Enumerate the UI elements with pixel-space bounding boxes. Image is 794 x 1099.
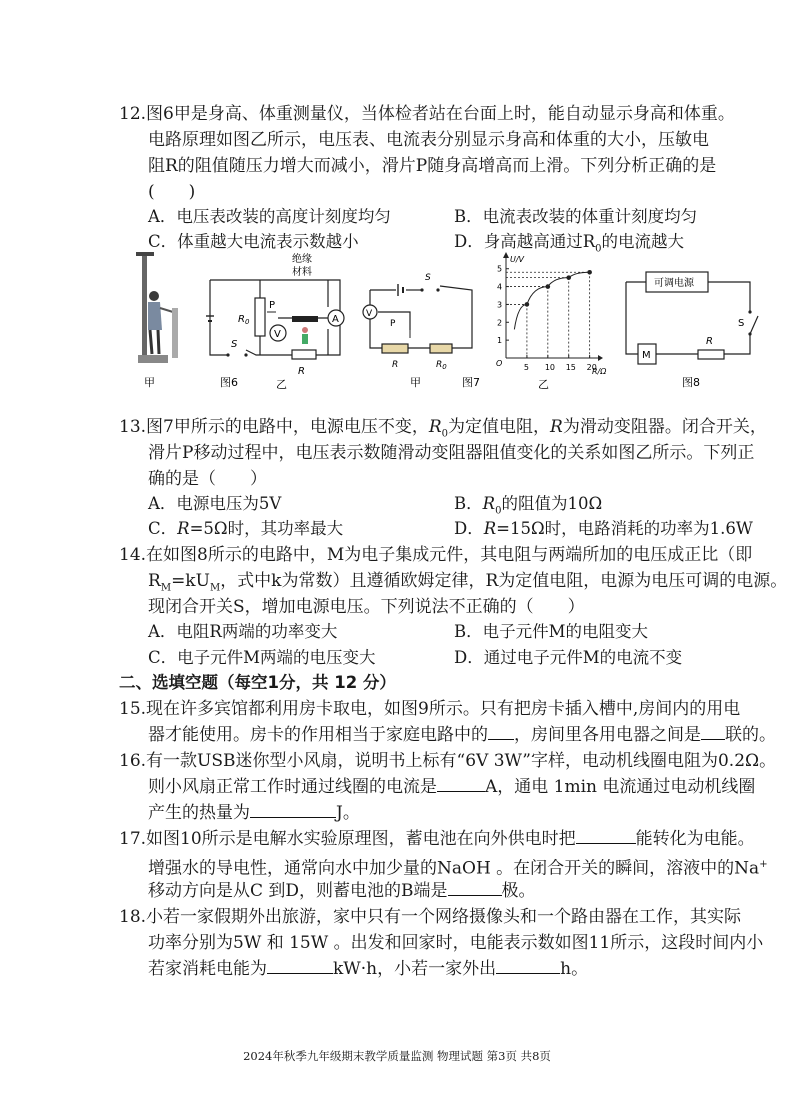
data-curve (514, 272, 589, 329)
data-point (566, 275, 571, 280)
fig7-p-label: P (390, 319, 396, 329)
q13-option-a: A．电源电压为5V (148, 494, 282, 513)
fig6-jia-label: 甲 (144, 376, 155, 389)
q17-line-2: 增强水的导电性，通常向水中加少量的NaOH 。在闭合开关的瞬间，溶液中的Na+ (148, 858, 768, 879)
figure-6 (128, 250, 360, 400)
y-tick-label: 3 (497, 300, 503, 310)
chart-origin-label: O (496, 359, 503, 368)
data-point (587, 270, 592, 275)
fig8-source-label: 可调电源 (654, 278, 694, 289)
data-point (546, 284, 551, 289)
fig8-switch-label: S (738, 318, 745, 329)
fig7-voltmeter-label: V (366, 309, 373, 319)
fig6-r-label: R (298, 366, 305, 377)
q14-line-2: $R_M=kU_M$，式中k为常数）且遵循欧姆定律，R为定值电阻，电源为电压可调的电源。 (148, 571, 788, 594)
q13-line-2: 滑片P移动过程中，电压表示数随滑动变阻器阻值变化的关系如图乙所示。下列正 (148, 443, 755, 463)
q12-line-2: 电路原理如图乙所示，电压表、电流表分别显示身高和体重的大小，压敏电 (148, 130, 709, 150)
q13-line-3: 确的是（ ） (148, 469, 267, 489)
q13-line-1: 13.图7甲所示的电路中，电源电压不变，$R_0$为定值电阻，R为滑动变阻器。闭合开关， (119, 417, 767, 440)
q16-line-1: 16.有一款USB迷你型小风扇，说明书上标有“6V 3W”字样，电动机线圈电阻为0.2Ω。 (119, 751, 777, 771)
q12-option-d: D．身高越高通过$R_0$的电流越大 (454, 232, 685, 255)
fig8-r-label: R (706, 336, 713, 347)
y-tick-label: 1 (497, 336, 503, 346)
q12-option-b: B．电流表改装的体重计刻度均匀 (454, 207, 698, 226)
q16-blank-2[interactable] (250, 800, 336, 818)
q14-line-1: 14.在如图8所示的电路中，M为电子集成元件，其电阻与两端所加的电压成正比（即 (119, 545, 753, 565)
q18-line-2: 功率分别为5W 和 15W 。出发和回家时，电能表示数如图11所示，这段时间内小 (148, 933, 764, 953)
q17-line-1: 17.如图10所示是电解水实验原理图，蓄电池在向外供电时把 能转化为电能。 (119, 826, 755, 852)
q15-blank-2[interactable] (701, 722, 725, 740)
figure-8 (618, 262, 768, 394)
x-tick-label: 20 (586, 363, 597, 372)
figure-7-chart (486, 252, 610, 394)
q13-option-d: D．R=15Ω时，电路消耗的功率为1.6W (454, 519, 753, 538)
y-tick-label: 2 (497, 318, 503, 328)
q18-blank-2[interactable] (496, 956, 560, 974)
q12-option-a: A．电压表改装的高度计刻度均匀 (148, 207, 391, 226)
height-scale-device-illustration (136, 252, 178, 363)
page-footer: 2024年秋季九年级期末教学质量监测 物理试题 第3页 共8页 (243, 1049, 551, 1063)
y-tick-label: 5 (497, 264, 503, 274)
section-2-heading: 二、选填空题（每空1分，共 12 分） (119, 673, 396, 692)
fig8-m-label: M (642, 350, 651, 361)
fig6-resistor-r (292, 350, 316, 359)
fig7-resistor-r0 (430, 344, 452, 353)
q17-blank-1[interactable] (576, 826, 636, 844)
fig6-yi-label: 乙 (276, 378, 287, 391)
q12-line-3: 阻R的阻值随压力增大而减小，滑片P随身高增高而上滑。下列分析正确的是 (148, 156, 717, 176)
q16-line-2: 则小风扇正常工作时通过线圈的电流是 A，通电 1min 电流通过电动机线圈 (148, 774, 755, 800)
q14-option-c: C．电子元件M两端的电压变大 (148, 648, 376, 667)
fig8-caption: 图8 (682, 376, 700, 389)
x-tick-label: 10 (544, 363, 556, 372)
q16-line-3: 产生的热量为 J。 (148, 800, 360, 826)
chart-y-axis-label: U/V (510, 255, 525, 264)
q14-line-3: 现闭合开关S，增加电源电压。下列说法不正确的（ ） (148, 597, 585, 617)
q14-option-d: D．通过电子元件M的电流不变 (454, 648, 683, 667)
q18-blank-1[interactable] (267, 956, 333, 974)
x-tick-label: 5 (523, 363, 530, 372)
fig7-yi-label: 乙 (538, 378, 549, 391)
x-tick-label: 15 (565, 363, 576, 372)
q18-line-1: 18.小若一家假期外出旅游，家中只有一个网络摄像头和一个路由器在工作，其实际 (119, 907, 742, 927)
q12-line-4: ( ) (148, 182, 196, 202)
fig8-resistor-r (698, 350, 724, 359)
fig7-jia-label: 甲 (410, 376, 421, 389)
q16-blank-1[interactable] (437, 774, 485, 792)
fig7-switch-label: S (425, 273, 431, 283)
fig6-ammeter-label: A (332, 314, 339, 325)
fig6-resistor-r0 (255, 298, 265, 336)
q15-line-2: 器才能使用。房卡的作用相当于家庭电路中的 ，房间里各用电器之间是 联的。 (148, 722, 776, 748)
y-tick-label: 4 (497, 282, 503, 292)
q18-line-3: 若家消耗电能为 kW·h，小若一家外出 h。 (148, 956, 588, 982)
q14-option-b: B．电子元件M的电阻变大 (454, 622, 649, 641)
q13-option-c: C．R=5Ω时，其功率最大 (148, 519, 344, 538)
q15-blank-1[interactable] (488, 722, 514, 740)
q17-blank-2[interactable] (448, 878, 502, 896)
fig6-caption: 图6 (220, 376, 238, 389)
fig6-r0-label: $R_0$ (238, 314, 250, 326)
fig7-r-label: R (392, 360, 399, 370)
q15-line-1: 15.现在许多宾馆都利用房卡取电，如图9所示。只有把房卡插入槽中,房间内的用电 (119, 699, 741, 719)
q12-option-c: C．体重越大电流表示数越小 (148, 232, 359, 251)
q13-option-b: B．$R_0$的阻值为10Ω (454, 494, 603, 517)
fig6-voltmeter-label: V (274, 329, 281, 340)
chart-x-axis-label: R/Ω (592, 367, 607, 376)
q12-line-1: 12.图6甲是身高、体重测量仪，当体检者站在台面上时，能自动显示身高和体重。 (119, 104, 735, 124)
fig7-caption: 图7 (462, 376, 480, 389)
data-point (525, 302, 530, 307)
fig7-rheostat (382, 344, 408, 353)
fig7-r0-label: $R_0$ (436, 360, 447, 371)
q14-option-a: A．电阻R两端的功率变大 (148, 622, 338, 641)
figure-7-circuit (362, 268, 482, 394)
fig6-material-label: 材料 (292, 267, 312, 278)
fig6-insulator-label: 绝缘 (292, 254, 312, 265)
fig6-p-label: P (269, 300, 276, 311)
q17-line-3: 移动方向是从C 到D，则蓄电池的B端是 极。 (148, 878, 536, 904)
fig6-switch-label: S (231, 339, 238, 350)
